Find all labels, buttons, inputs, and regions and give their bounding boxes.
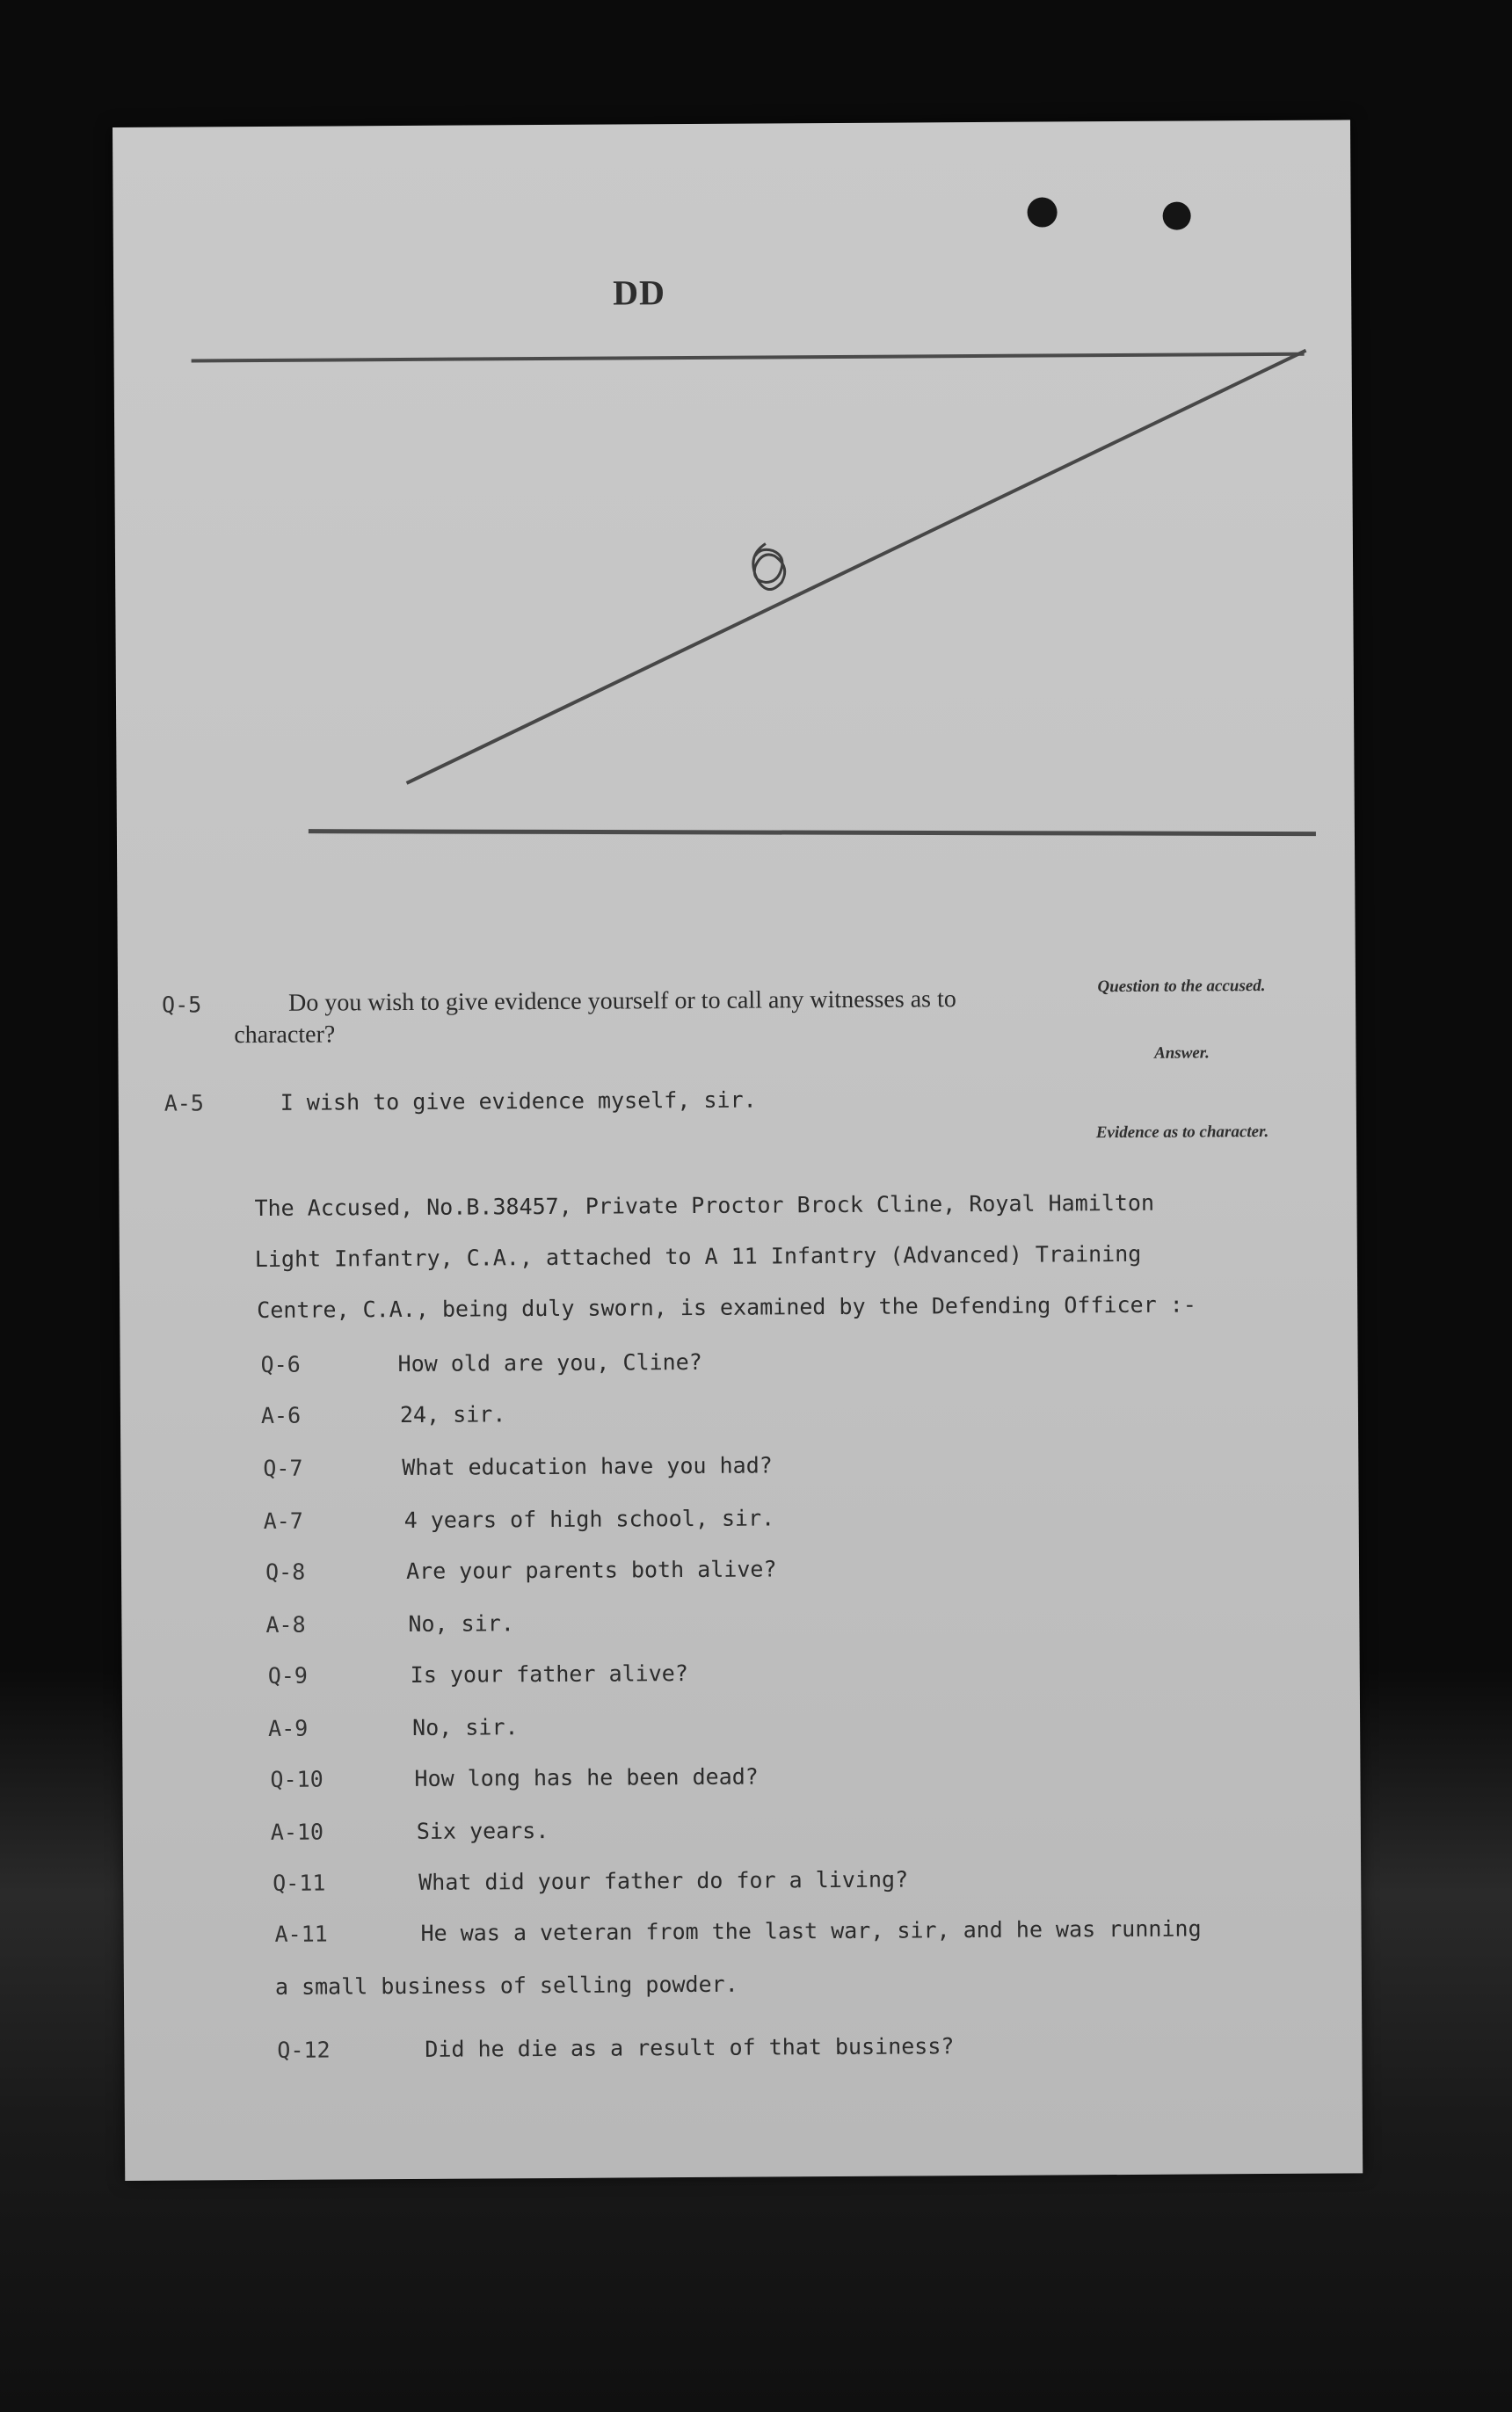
qa-text: He was a veteran from the last war, sir, and he was running [420, 1915, 1202, 1946]
qa-continuation-text: a small business of selling powder. [274, 1971, 738, 2000]
qa-label: Q-12 [277, 2037, 331, 2063]
qa-text: Six years. [416, 1818, 549, 1844]
strike-through-lines [113, 120, 1355, 919]
qa-label: A-11 [274, 1921, 328, 1947]
qa-text: Are your parents both alive? [405, 1556, 777, 1584]
document-page [113, 120, 1363, 2181]
qa-text: 4 years of high school, sir. [403, 1505, 775, 1534]
qa-label: Q-6 [260, 1351, 301, 1377]
intro-line-2: Light Infantry, C.A., attached to A 11 Infantry (Advanced) Training [254, 1240, 1142, 1273]
q5-text-line2: character? [234, 1021, 336, 1050]
margin-note-evidence: Evidence as to character. [1095, 1122, 1269, 1143]
a5-label: A-5 [164, 1090, 205, 1116]
qa-text: How long has he been dead? [414, 1763, 759, 1791]
intro-line-3: Centre, C.A., being duly sworn, is examined by the Defending Officer :- [257, 1291, 1196, 1324]
initials-signature [753, 543, 785, 589]
qa-text: No, sir. [412, 1714, 519, 1740]
qa-text: Is your father alive? [410, 1660, 688, 1688]
sheet-code: DD [613, 272, 666, 313]
qa-text: What education have you had? [402, 1452, 773, 1481]
intro-line-1: The Accused, No.B.38457, Private Proctor Brock Cline, Royal Hamilton [254, 1189, 1155, 1222]
qa-label: Q-7 [263, 1455, 303, 1481]
qa-label: A-10 [270, 1819, 324, 1845]
qa-label: A-9 [268, 1715, 309, 1741]
qa-label: Q-8 [265, 1558, 306, 1585]
margin-note-answer: Answer. [1153, 1043, 1210, 1063]
qa-text: How old are you, Cline? [397, 1348, 702, 1377]
qa-label: A-8 [265, 1611, 306, 1638]
qa-label: A-6 [260, 1402, 302, 1428]
qa-text: No, sir. [408, 1610, 514, 1637]
qa-text: Did he die as a result of that business? [425, 2033, 955, 2062]
margin-note-question: Question to the accused. [1097, 977, 1266, 997]
qa-label: Q-10 [270, 1766, 323, 1792]
qa-label: Q-9 [267, 1662, 309, 1689]
qa-text: 24, sir. [399, 1401, 506, 1428]
qa-label: A-7 [263, 1508, 303, 1534]
qa-text: What did your father do for a living? [418, 1866, 909, 1895]
q5-text-line1: Do you wish to give evidence yourself or to call any witnesses as to [287, 985, 956, 1017]
qa-label: Q-11 [273, 1870, 326, 1896]
a5-text: I wish to give evidence myself, sir. [280, 1086, 757, 1115]
q5-label: Q-5 [162, 992, 202, 1018]
